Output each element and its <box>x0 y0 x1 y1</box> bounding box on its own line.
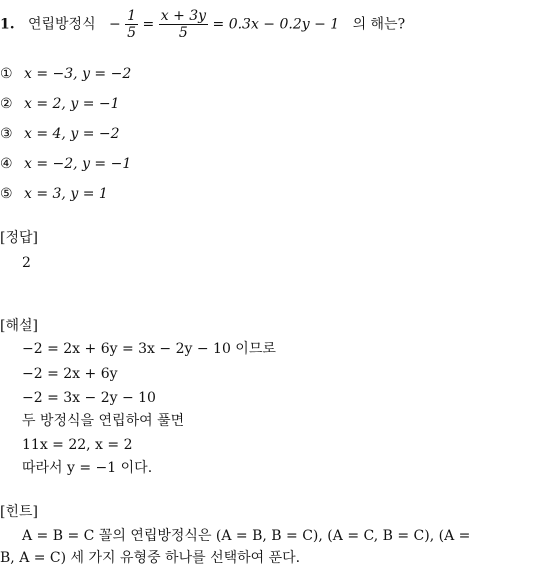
choice-item <box>0 184 108 204</box>
fraction-x-plus-3y <box>159 8 208 41</box>
answer-label: [정답] <box>0 230 38 246</box>
choice-mark: ① <box>0 66 13 82</box>
fraction-denominator: 5 <box>178 25 188 41</box>
problem-rhs: = 0.3x − 0.2y − 1 <box>212 16 340 33</box>
choice-text: x = −2, y = −1 <box>24 156 132 172</box>
frac-sign: − <box>108 16 121 33</box>
choice-mark: ② <box>0 96 13 112</box>
fraction-numerator: x + 3y <box>160 8 207 24</box>
explanation-line: 두 방정식을 연립하여 풀면 <box>22 413 185 429</box>
choice-mark: ⑤ <box>0 186 13 202</box>
choice-item <box>0 94 120 114</box>
choice-text: x = 2, y = −1 <box>24 96 120 112</box>
choice-item <box>0 64 131 84</box>
explanation-line: −2 = 2x + 6y = 3x − 2y − 10 이므로 <box>22 341 276 357</box>
choice-text: x = 4, y = −2 <box>24 126 120 142</box>
problem-stem-prefix: 연립방정식 <box>27 16 96 33</box>
explanation-label: [해설] <box>0 318 38 334</box>
problem-statement <box>0 8 405 41</box>
choice-text: x = 3, y = 1 <box>24 186 108 202</box>
equals-sign: = <box>142 16 155 33</box>
fraction-numerator: 1 <box>127 8 137 24</box>
choice-text: x = −3, y = −2 <box>24 66 132 82</box>
fraction-denominator: 5 <box>127 25 137 41</box>
choice-item <box>0 154 131 174</box>
choice-mark: ③ <box>0 126 13 142</box>
explanation-line: 따라서 y = −1 이다. <box>22 460 153 476</box>
choice-item <box>0 124 120 144</box>
hint-line: A = B = C 꼴의 연립방정식은 (A = B, B = C), (A = C, B = C), (A = <box>22 528 471 544</box>
answer-value: 2 <box>22 255 31 271</box>
explanation-line: −2 = 3x − 2y − 10 <box>22 390 156 406</box>
explanation-line: −2 = 2x + 6y <box>22 366 118 382</box>
fraction-one-fifth <box>125 8 138 41</box>
choice-mark: ④ <box>0 156 13 172</box>
explanation-line: 11x = 22, x = 2 <box>22 437 133 453</box>
hint-line: B, A = C) 세 가지 유형중 하나를 선택하여 푼다. <box>0 550 301 566</box>
problem-question: 의 해는? <box>352 16 406 33</box>
hint-label: [힌트] <box>0 504 38 520</box>
problem-number: 1. <box>0 16 15 33</box>
